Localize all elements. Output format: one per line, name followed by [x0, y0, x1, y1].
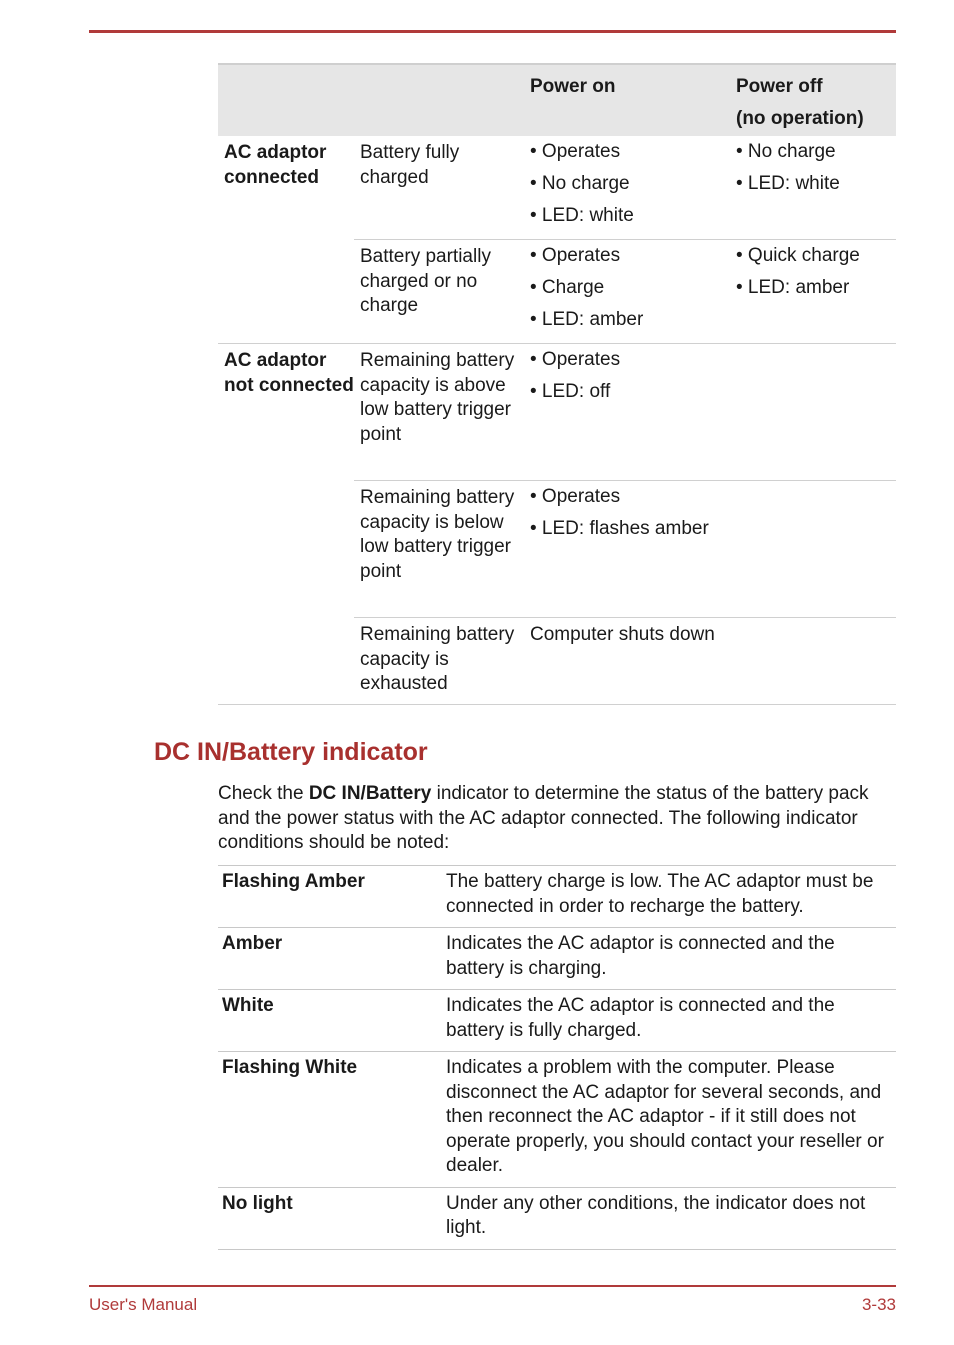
header-power-on-label: Power on — [530, 76, 616, 97]
intro-paragraph — [218, 782, 888, 856]
indicator-term: Flashing Amber — [222, 871, 365, 892]
list-item: • LED: flashes amber — [530, 518, 709, 539]
list-item: • Operates — [530, 141, 621, 162]
table-row — [218, 990, 896, 1052]
power-off-cell — [727, 618, 896, 704]
indicator-term: Flashing White — [222, 1057, 358, 1078]
header-col2 — [354, 65, 524, 136]
group-label: AC adaptor not connected — [224, 350, 354, 396]
indicator-term: White — [222, 995, 274, 1016]
page-number: 3-33 — [861, 1295, 896, 1314]
power-on-cell: Computer shuts down — [530, 624, 715, 645]
power-off-cell — [727, 240, 896, 343]
list-item: • Operates — [530, 486, 621, 507]
header-power-on — [524, 65, 727, 136]
table-row — [354, 618, 896, 704]
section-title: DC IN/Battery indicator — [154, 738, 428, 766]
list-item: • No charge — [530, 173, 630, 194]
power-on-cell — [524, 481, 727, 617]
list-item: • LED: white — [530, 205, 634, 226]
indicator-term: No light — [222, 1192, 293, 1214]
power-off-cell — [727, 136, 896, 239]
intro-bold: DC IN/Battery — [308, 783, 432, 804]
condition-cell: Battery fully charged — [360, 142, 460, 188]
power-off-cell — [727, 481, 896, 617]
table-row — [218, 928, 896, 990]
indicator-term: Amber — [222, 933, 283, 954]
table-row — [354, 240, 896, 343]
footer-title: User's Manual — [89, 1295, 198, 1314]
table-row — [218, 1188, 896, 1250]
footer-rule — [89, 1285, 896, 1287]
indicator-desc: The battery charge is low. The AC adaptor must be connected in order to recharge the battery. — [446, 871, 874, 917]
power-off-cell — [727, 344, 896, 480]
header-power-off — [727, 65, 896, 136]
list-item: • Quick charge — [736, 245, 860, 266]
indicator-desc: Under any other conditions, the indicator does not light. — [446, 1192, 866, 1238]
table-row — [218, 1052, 896, 1188]
header-power-off-line2: (no operation) — [736, 108, 864, 129]
list-item: • Operates — [530, 349, 621, 370]
list-item: • Operates — [530, 245, 621, 266]
table-row — [354, 344, 896, 481]
table-row — [354, 481, 896, 618]
condition-cell: Battery partially charged or no charge — [360, 246, 491, 316]
group-ac-not-connected — [218, 344, 896, 705]
power-on-cell — [524, 344, 727, 480]
condition-cell: Remaining battery capacity is below low battery trigger point — [360, 487, 515, 582]
table-row — [218, 866, 896, 928]
list-item: • LED: off — [530, 381, 611, 402]
group-label: AC adaptor connected — [224, 142, 327, 188]
header-power-off-line1: Power off — [736, 76, 823, 97]
intro-post: indicator to determine the status of the battery pack and the power status with the AC adaptor connected. The following indicator conditions should be noted: — [218, 783, 869, 853]
intro-pre: Check the — [218, 783, 309, 804]
header-col1 — [218, 65, 354, 136]
indicator-desc: Indicates the AC adaptor is connected and the battery is charging. — [446, 933, 835, 979]
condition-cell: Remaining battery capacity is above low battery trigger point — [360, 350, 515, 445]
list-item: • LED: amber — [736, 277, 850, 298]
power-table — [218, 63, 896, 705]
indicator-desc: Indicates a problem with the computer. Please disconnect the AC adaptor for several seconds, and then reconnect the AC adaptor - if it still does not operate properly, you should contact your reseller or dealer. — [446, 1057, 884, 1176]
indicator-table — [218, 865, 896, 1250]
list-item: • LED: white — [736, 173, 840, 194]
table-row — [354, 136, 896, 240]
indicator-desc: Indicates the AC adaptor is connected and the battery is fully charged. — [446, 995, 835, 1041]
list-item: • No charge — [736, 141, 836, 162]
power-table-header — [218, 63, 896, 136]
list-item: • Charge — [530, 277, 605, 298]
condition-cell: Remaining battery capacity is exhausted — [360, 624, 515, 694]
power-on-cell — [524, 240, 727, 343]
power-on-cell — [524, 136, 727, 239]
group-ac-connected — [218, 136, 896, 344]
list-item: • LED: amber — [530, 309, 644, 330]
top-rule — [89, 30, 896, 33]
